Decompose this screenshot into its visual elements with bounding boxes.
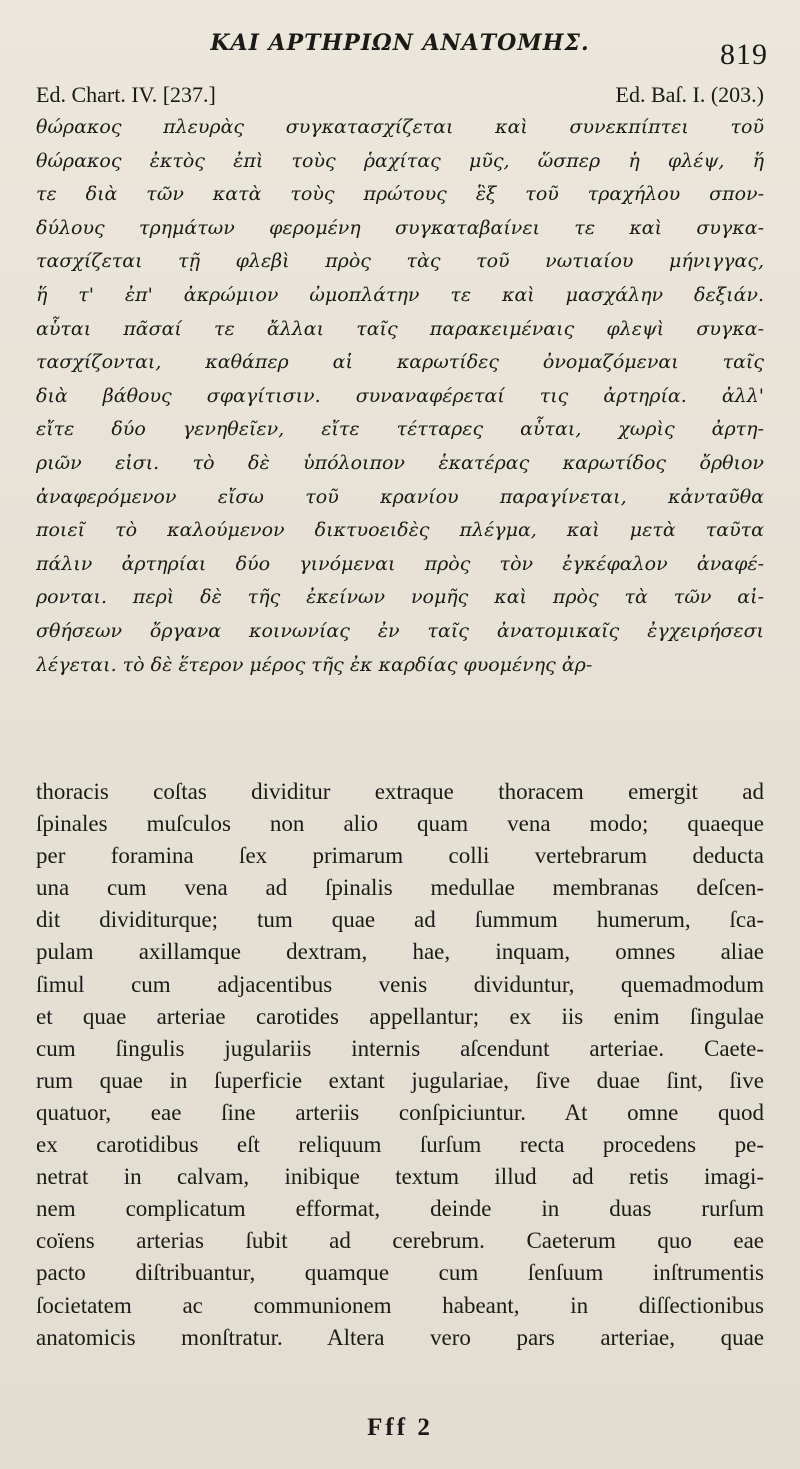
latin-line: thoracis coſtas dividitur extraque thoracem emergit ad <box>36 779 764 804</box>
page-number: 819 <box>720 38 768 71</box>
latin-line: netrat in calvam, inibique textum illud ad retis imagi- <box>36 1164 764 1190</box>
greek-line: εἴτε δύο γενηθεῖεν, εἴτε τέτταρες αὗται, χωρὶς ἀρτη- <box>36 418 764 441</box>
greek-line: θώρακος ἐκτὸς ἐπὶ τοὺς ῥαχίτας μῦς, ὥσπερ ἡ φλέψ, ἥ <box>36 149 764 172</box>
edition-reference-line <box>36 82 764 112</box>
greek-line: ἀναφερόμενον εἴσω τοῦ κρανίου παραγίνεται, κἀνταῦθα <box>36 485 764 508</box>
latin-line: ſocietatem ac communionem habeant, in diſſectionibus <box>36 1292 764 1318</box>
edition-basel-ref: Ed. Baſ. I. (203.) <box>615 82 764 107</box>
greek-line: θώρακος πλευρὰς συγκατασχίζεται καὶ συνεκπίπτει τοῦ <box>36 116 764 138</box>
latin-line: et quae arteriae carotides appellantur; ex iis enim ſingulae <box>36 1003 764 1029</box>
latin-line: ex carotidibus eſt reliquum ſurſum recta procedens pe- <box>36 1132 764 1158</box>
greek-line: λέγεται. τὸ δὲ ἕτερον μέρος τῆς ἐκ καρδίας φυομένης ἀρ- <box>36 653 593 676</box>
greek-text-block <box>36 111 764 682</box>
greek-line: τασχίζονται, καθάπερ αἱ καρωτίδες ὀνομαζόμεναι ταῖς <box>36 351 764 374</box>
edition-chartier-ref: Ed. Chart. IV. [237.] <box>36 82 216 107</box>
latin-line: pulam axillamque dextram, hae, inquam, omnes aliae <box>36 939 764 965</box>
greek-line: τε διὰ τῶν κατὰ τοὺς πρώτους ἓξ τοῦ τραχήλου σπον- <box>36 183 764 206</box>
signature-mark: Fff 2 <box>367 1414 433 1441</box>
latin-line: quatuor, eae ſine arteriis conſpiciuntur. At omne quod <box>36 1099 764 1125</box>
latin-line: ſpinales muſculos non alio quam vena modo; quaeque <box>36 811 764 837</box>
greek-line: ρονται. περὶ δὲ τῆς ἐκείνων νομῆς καὶ πρὸς τὰ τῶν αἰ- <box>36 586 764 609</box>
latin-line: ſimul cum adjacentibus venis dividuntur, quemadmodum <box>36 971 764 997</box>
latin-line: anatomicis monſtratur. Altera vero pars arteriae, quae <box>36 1324 764 1350</box>
greek-line: πάλιν ἀρτηρίαι δύο γινόμεναι πρὸς τὸν ἐγκέφαλον ἀναφέ- <box>36 552 764 575</box>
greek-line: ριῶν εἰσι. τὸ δὲ ὑπόλοιπον ἑκατέρας καρωτίδος ὄρθιον <box>36 451 764 474</box>
latin-line: dit dividiturque; tum quae ad ſummum humerum, ſca- <box>36 907 764 933</box>
greek-line: διὰ βάθους σφαγίτισιν. συναναφέρεταί τις ἀρτηρία. ἀλλ' <box>36 384 764 407</box>
greek-line: σθήσεων ὄργανα κοινωνίας ἐν ταῖς ἀνατομικαῖς ἐγχειρήσεσι <box>36 619 764 642</box>
latin-line: per foramina ſex primarum colli vertebrarum deducta <box>36 843 764 869</box>
latin-line: cum ſingulis jugulariis internis aſcendunt arteriae. Caete- <box>36 1035 764 1061</box>
running-title: ΚΑΙ ΑΡΤΗΡΙΩΝ ΑΝΑΤΟΜΗΣ. <box>210 30 590 56</box>
latin-line: nem complicatum efformat, deinde in duas rurſum <box>36 1196 764 1222</box>
greek-line: τασχίζεται τῇ φλεβὶ πρὸς τὰς τοῦ νωτιαίου μήνιγγας, <box>36 250 764 273</box>
latin-line: rum quae in ſuperficie extant jugulariae, ſive duae ſint, ſive <box>36 1067 764 1093</box>
greek-line: ἥ τ' ἐπ' ἀκρώμιον ὠμοπλάτην τε καὶ μασχάλην δεξιάν. <box>36 283 764 306</box>
greek-line: δύλους τρημάτων φερομένη συγκαταβαίνει τε καὶ συγκα- <box>36 216 764 239</box>
latin-line: una cum vena ad ſpinalis medullae membranas deſcen- <box>36 875 764 901</box>
latin-text-block <box>36 776 764 1354</box>
latin-line: pacto diſtribuantur, quamque cum ſenſuum inſtrumentis <box>36 1260 764 1286</box>
latin-line: coïens arterias ſubit ad cerebrum. Caeterum quo eae <box>36 1228 764 1254</box>
greek-line: αὗται πᾶσαί τε ἄλλαι ταῖς παρακειμέναις φλεψὶ συγκα- <box>36 317 764 340</box>
greek-line: ποιεῖ τὸ καλούμενον δικτυοειδὲς πλέγμα, καὶ μετὰ ταῦτα <box>36 519 764 542</box>
